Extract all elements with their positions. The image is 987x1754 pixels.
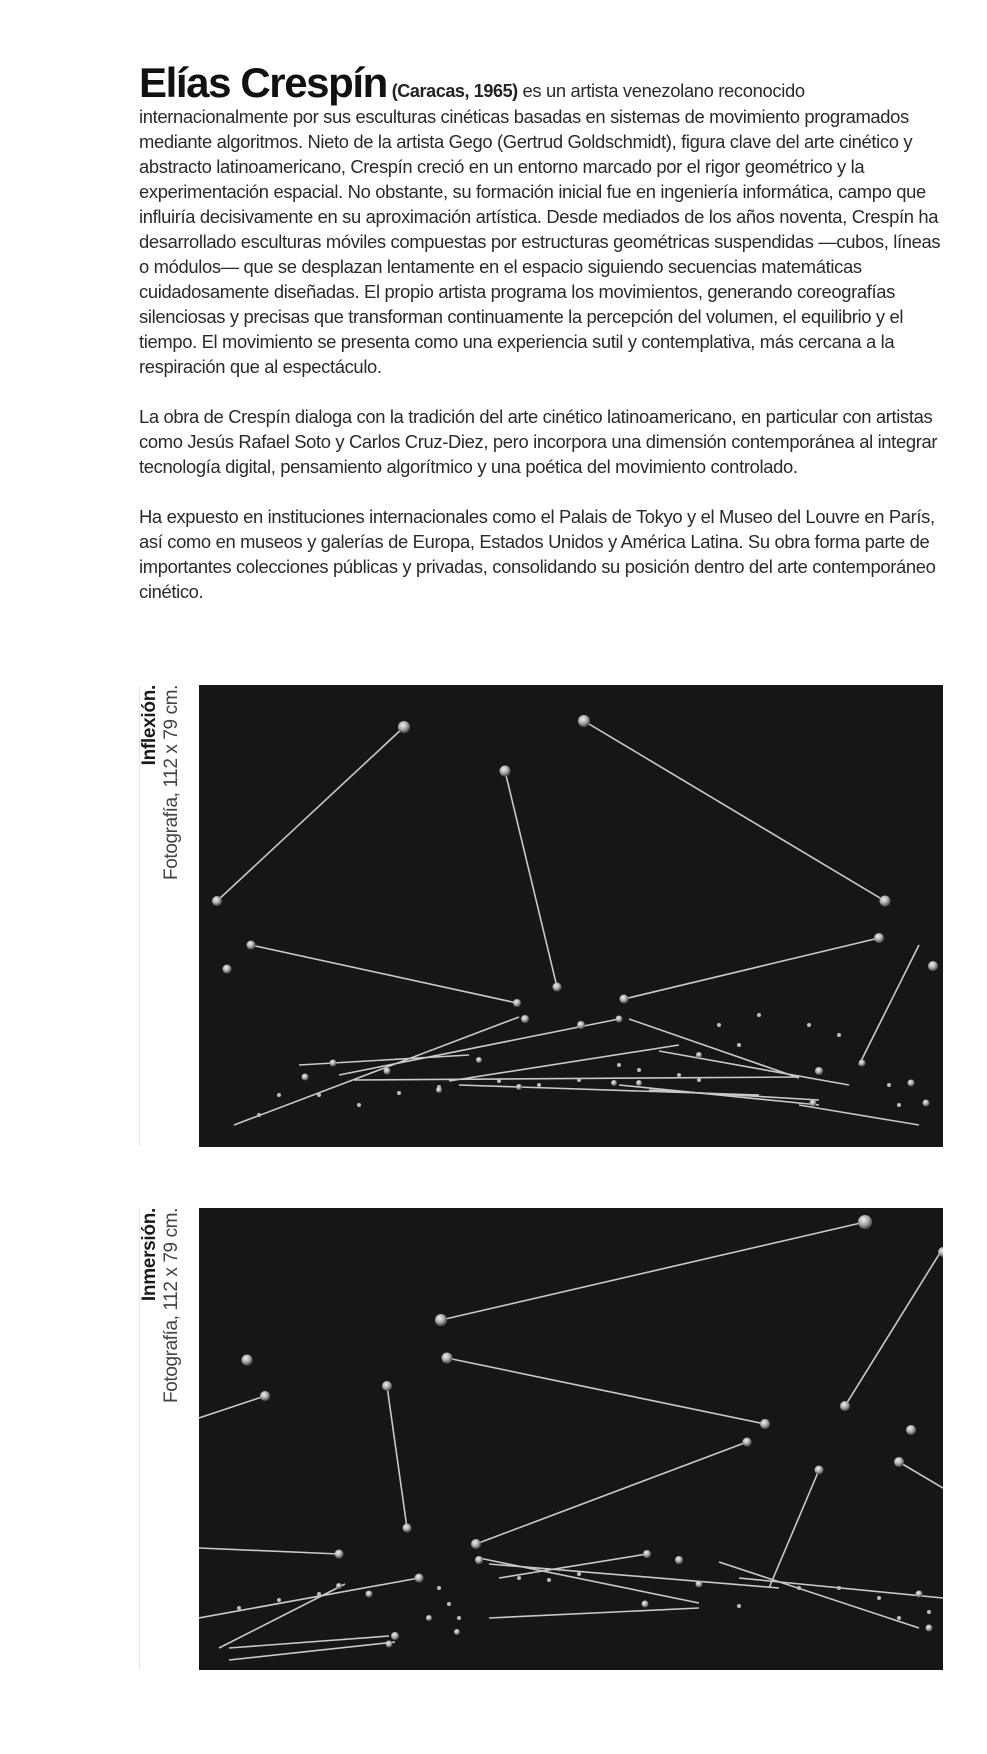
artwork-caption-1 bbox=[139, 685, 199, 1147]
artwork-details-2: Fotografía, 112 x 79 cm. bbox=[161, 1208, 182, 1403]
bio-paragraph-1 bbox=[139, 59, 949, 379]
kinetic-sculpture-image-2 bbox=[199, 1208, 943, 1670]
artwork-figure-2 bbox=[139, 1208, 949, 1670]
artist-name: Elías Crespín bbox=[139, 59, 387, 106]
artwork-photo-inmersion bbox=[199, 1208, 943, 1670]
artist-bio bbox=[139, 59, 949, 629]
artwork-details-1: Fotografía, 112 x 79 cm. bbox=[161, 685, 182, 880]
bio-paragraph-2: La obra de Crespín dialoga con la tradición del arte cinético latinoamericano, en particular con artistas como Jesús Rafael Soto y Carlos Cruz-Diez, pero incorpora una dimensión contemporánea al integrar tecnología digital, pensamiento algorítmico y una poética del movimiento controlado. bbox=[139, 406, 938, 477]
kinetic-sculpture-image-1 bbox=[199, 685, 943, 1147]
artwork-title-1: Inflexión. bbox=[139, 685, 160, 766]
artwork-photo-inflexion bbox=[199, 685, 943, 1147]
artwork-figure-1 bbox=[139, 685, 949, 1147]
artwork-title-2: Inmersión. bbox=[139, 1208, 160, 1302]
bio-paragraph-3: Ha expuesto en instituciones internacionales como el Palais de Tokyo y el Museo del Louvre en París, así como en museos y galerías de Europa, Estados Unidos y América Latina. Su obra forma parte de importantes colecciones públicas y privadas, consolidando su posición dentro del arte contemporáneo cinético. bbox=[139, 506, 936, 602]
bio-paragraph-1-text: es un artista venezolano reconocido internacionalmente por sus esculturas cinéticas basadas en sistemas de movimiento programados mediante algoritmos. Nieto de la artista Gego (Gertrud Goldschmidt), figura clave del arte cinético y abstracto latinoamericano, Crespín creció en un entorno marcado por el rigor geométrico y la experimentación espacial. No obstante, su formación inicial fue en ingeniería informática, campo que influiría decisivamente en su aproximación artística. Desde mediados de los años noventa, Crespín ha desarrollado esculturas móviles compuestas por estructuras geométricas suspendidas —cubos, líneas o módulos— que se desplazan lentamente en el espacio siguiendo secuencias matemáticas cuidadosamente diseñadas. El propio artista programa los movimientos, generando coreografías silenciosas y precisas que transforman continuamente la percepción del volumen, el equilibrio y el tiempo. El movimiento se presenta como una experiencia sutil y contemplativa, más cercana a la respiración que al espectáculo. bbox=[139, 80, 941, 377]
artwork-caption-2 bbox=[139, 1208, 199, 1670]
artist-birth-info: (Caracas, 1965) bbox=[391, 81, 518, 101]
